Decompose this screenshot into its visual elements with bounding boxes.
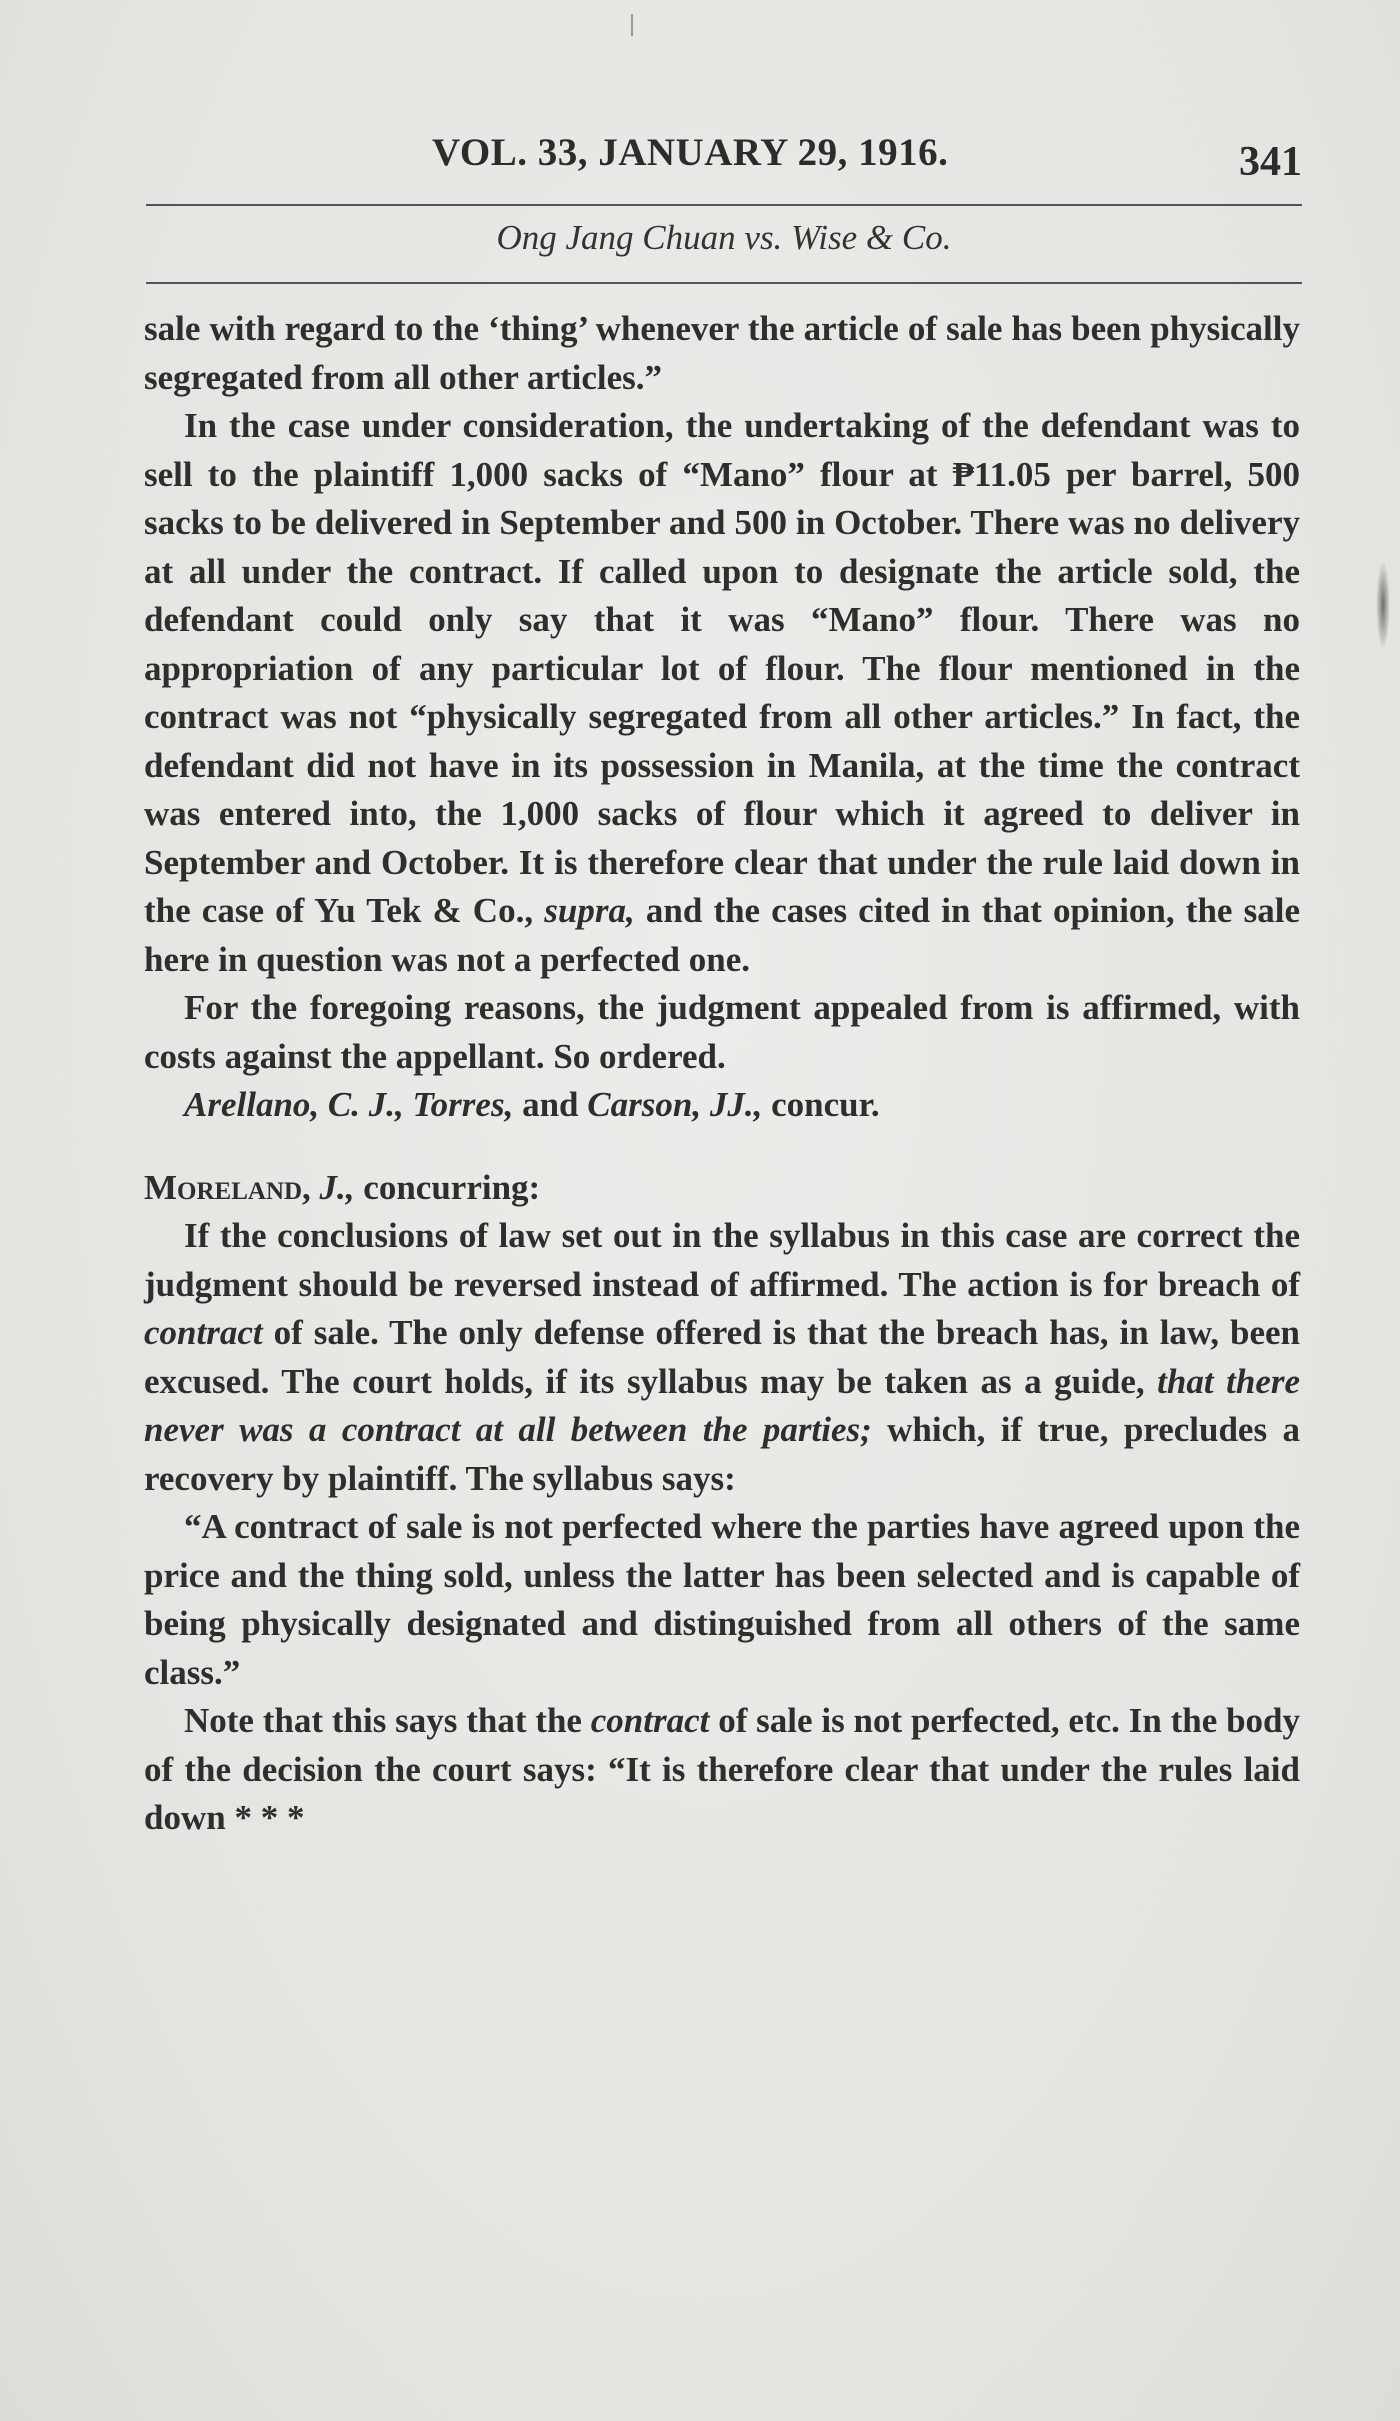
contract-italic: contract	[144, 1313, 263, 1352]
paragraph-text: If the conclusions of law set out in the syllabus in this case are correct the judgment should be reversed instead of affirmed. The action is for breach of	[144, 1216, 1300, 1304]
paragraph-syllabus-discussion	[144, 1212, 1300, 1503]
paragraph-text: and the cases cited in that opinion, the sale here in question was not a perfected one.	[144, 891, 1300, 979]
page-header	[146, 118, 1302, 198]
supra-italic: supra,	[544, 891, 635, 930]
paragraph-text: which, if true, precludes a recovery by plaintiff. The syllabus says:	[144, 1410, 1300, 1498]
page-number: 341	[1239, 139, 1302, 185]
paragraph-spacer	[144, 1130, 1300, 1164]
contract-italic: contract	[590, 1701, 710, 1740]
justice-carson: Carson, JJ.,	[587, 1085, 763, 1124]
justice-arellano: Arellano, C. J.,	[184, 1085, 404, 1124]
scan-smudge	[1376, 560, 1390, 650]
moreland-concurring: concurring:	[354, 1167, 541, 1207]
paragraph-text: of sale. The only defense offered is that the breach has, in law, been excused. The court holds, if its syllabus may be taken as a guide,	[144, 1313, 1300, 1401]
paragraph-text: Note that this says that the	[184, 1701, 591, 1740]
body-text	[144, 305, 1300, 1843]
paragraph-judgment: For the foregoing reasons, the judgment appealed from is affirmed, with costs against the appellant. So ordered.	[144, 988, 1300, 1076]
header-rule-bottom	[146, 282, 1302, 284]
moreland-title: J.,	[310, 1167, 355, 1207]
justice-torres: Torres,	[403, 1085, 514, 1124]
moreland-heading	[144, 1164, 1300, 1213]
header-rule-top	[146, 204, 1302, 206]
concur-text: concur.	[762, 1085, 880, 1124]
syllabus-quote: “A contract of sale is not perfected where the parties have agreed upon the price and the thing sold, unless the latter has been selected and is capable of being physically designated and distinguished from all others of the same class.”	[144, 1507, 1300, 1692]
concurrence-line	[144, 1081, 1300, 1130]
justice-moreland: Moreland,	[144, 1167, 311, 1207]
paragraph-note	[144, 1697, 1300, 1843]
paragraph-case-consideration	[144, 402, 1300, 984]
paragraph-text: In the case under consideration, the undertaking of the defendant was to sell to the plaintiff 1,000 sacks of “Mano” flour at ₱11.05 per barrel, 500 sacks to be delivered in September and 500 in October. There was no delivery at all under the contract. If called upon to designate the article sold, the defendant could only say that it was “Mano” flour. There was no appropriation of any particular lot of flour. The flour mentioned in the contract was not “physically segregated from all other articles.” In fact, the defendant did not have in its possession in Manila, at the time the contract was entered into, the 1,000 sacks of flour which it agreed to deliver in September and October. It is therefore clear that under the rule laid down in the case of Yu Tek & Co.,	[144, 406, 1300, 930]
holding-italic: that there never was a contract at all between the parties;	[144, 1361, 1301, 1449]
scan-tick-mark	[631, 14, 633, 36]
running-head: VOL. 33, JANUARY 29, 1916.	[432, 131, 949, 174]
case-title: Ong Jang Chuan vs. Wise & Co.	[496, 218, 952, 257]
paragraph-continuation: sale with regard to the ‘thing’ whenever the article of sale has been physically segregated from all other articles.”	[144, 309, 1300, 397]
paragraph-text: of sale is not perfected, etc. In the body of the decision the court says: “It is therefore clear that under the rules laid down * * *	[144, 1701, 1300, 1837]
concur-and: and	[513, 1085, 588, 1124]
